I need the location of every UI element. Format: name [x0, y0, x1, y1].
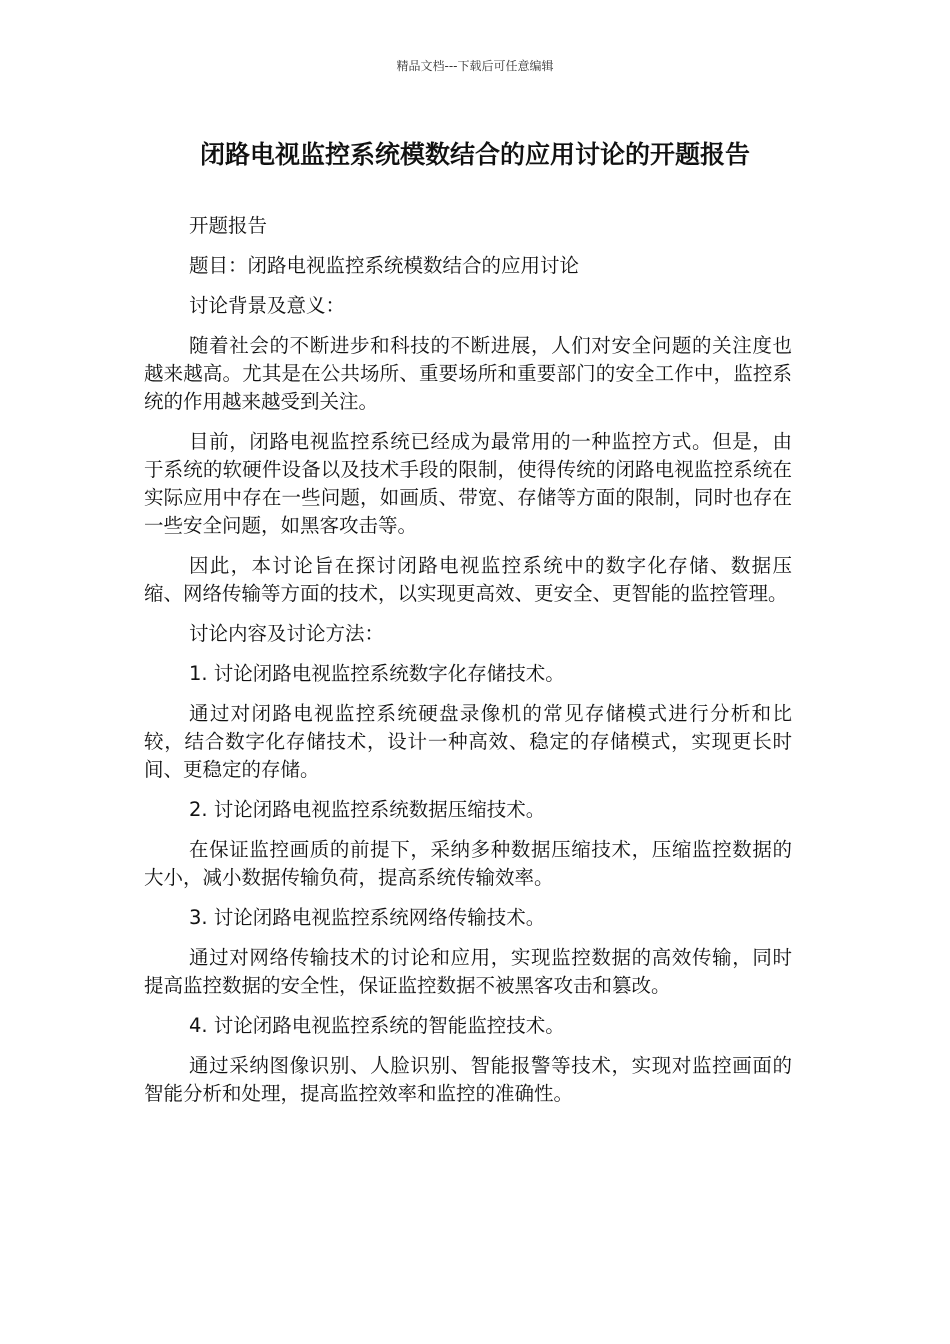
- paragraph-background-1: 随着社会的不断进步和科技的不断进展，人们对安全问题的关注度也越来越高。尤其是在公共场所、重要场所和重要部门的安全工作中，监控系统的作用越来越受到关注。: [144, 334, 792, 413]
- paragraph-item-1-body: 通过对闭路电视监控系统硬盘录像机的常见存储模式进行分析和比较，结合数字化存储技术，设计一种高效、稳定的存储模式，实现更长时间、更稳定的存储。: [144, 702, 792, 781]
- paragraph-item-3-body: 通过对网络传输技术的讨论和应用，实现监控数据的高效传输，同时提高监控数据的安全性，保证监控数据不被黑客攻击和篡改。: [144, 946, 792, 997]
- paragraph-background-3: 因此，本讨论旨在探讨闭路电视监控系统中的数字化存储、数据压缩、网络传输等方面的技术，以实现更高效、更安全、更智能的监控管理。: [144, 554, 792, 605]
- paragraph-item-2-body: 在保证监控画质的前提下，采纳多种数据压缩技术，压缩监控数据的大小，减小数据传输负荷，提高系统传输效率。: [144, 838, 792, 889]
- paragraph-item-4-body: 通过采纳图像识别、人脸识别、智能报警等技术，实现对监控画面的智能分析和处理，提高监控效率和监控的准确性。: [144, 1054, 792, 1105]
- paragraph-item-3-heading: 3. 讨论闭路电视监控系统网络传输技术。: [189, 906, 546, 929]
- paragraph-report-label: 开题报告: [189, 214, 268, 237]
- paragraph-background-2: 目前，闭路电视监控系统已经成为最常用的一种监控方式。但是，由于系统的软硬件设备以及技术手段的限制，使得传统的闭路电视监控系统在实际应用中存在一些问题，如画质、带宽、存储等方面的限制，同时也存在一些安全问题，如黑客攻击等。: [144, 430, 792, 537]
- document-title: 闭路电视监控系统模数结合的应用讨论的开题报告: [199, 140, 750, 169]
- paragraph-item-1-heading: 1. 讨论闭路电视监控系统数字化存储技术。: [189, 662, 565, 685]
- document-body: [144, 212, 792, 1120]
- paragraph-topic: 题目：闭路电视监控系统模数结合的应用讨论: [189, 254, 580, 277]
- header-note: 精品文档---下载后可任意编辑: [396, 59, 554, 73]
- paragraph-item-2-heading: 2. 讨论闭路电视监控系统数据压缩技术。: [189, 798, 546, 821]
- paragraph-background-heading: 讨论背景及意义：: [189, 294, 346, 317]
- paragraph-methods-heading: 讨论内容及讨论方法：: [189, 622, 385, 645]
- paragraph-item-4-heading: 4. 讨论闭路电视监控系统的智能监控技术。: [189, 1014, 565, 1037]
